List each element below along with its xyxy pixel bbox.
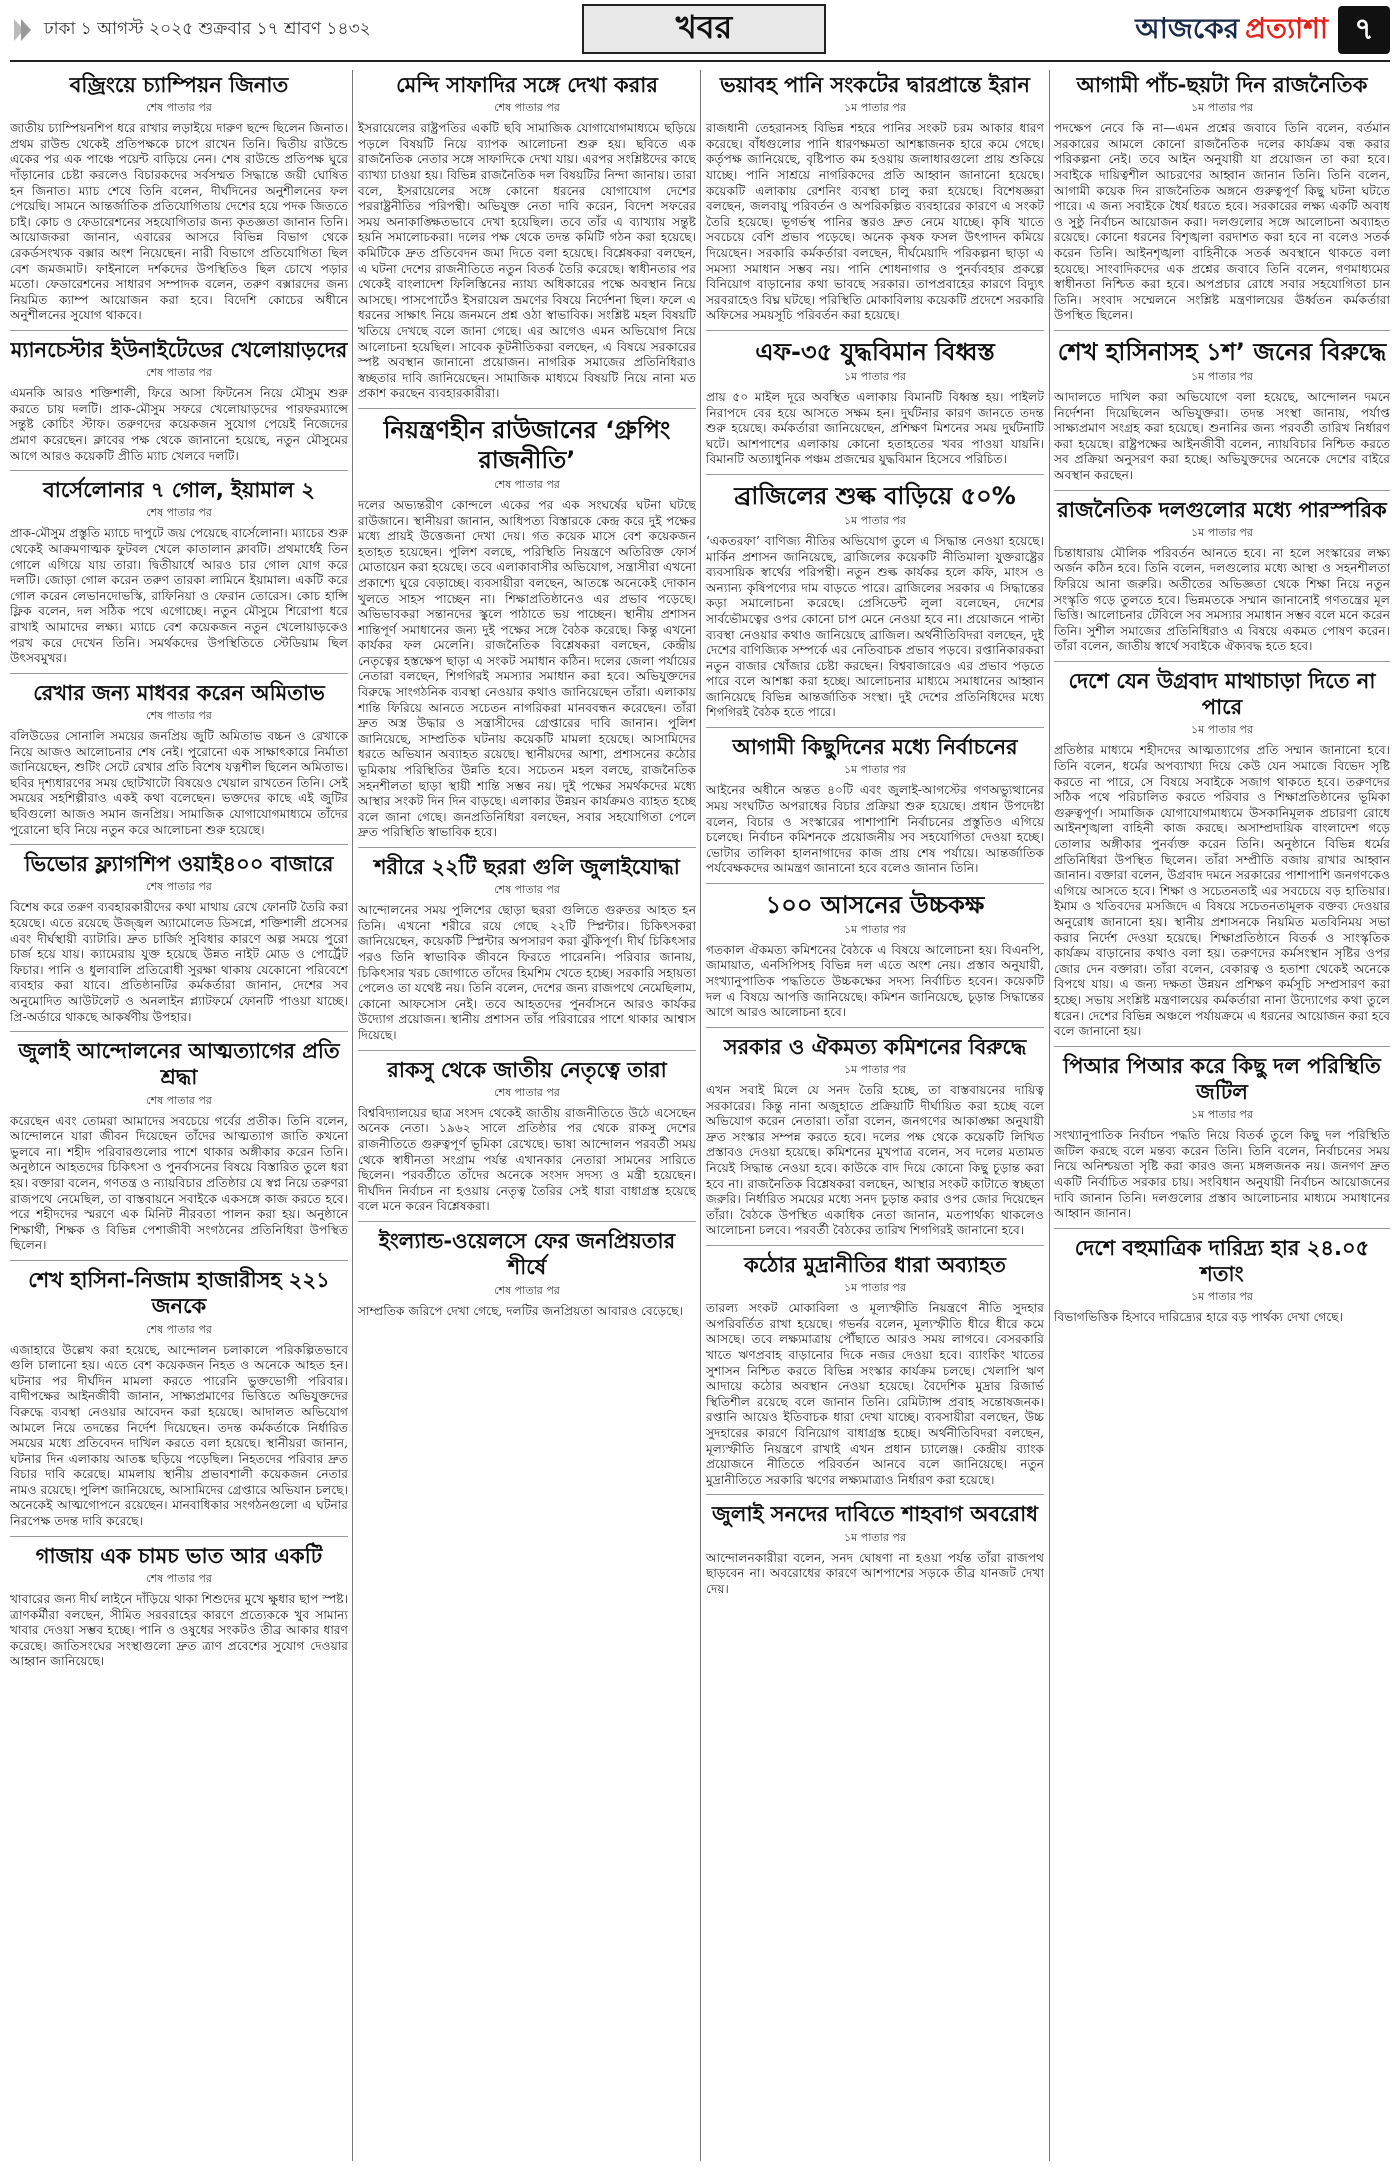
story-separator bbox=[358, 1050, 696, 1051]
news-story bbox=[1054, 495, 1390, 655]
story-jump-line: ১ম পাতার পর bbox=[844, 763, 906, 777]
story-separator bbox=[706, 1245, 1044, 1246]
brand-logo bbox=[1090, 10, 1328, 50]
story-jump-line: শেষ পাতার পর bbox=[146, 366, 212, 380]
story-body: আদালতে দাখিল করা অভিযোগে বলা হয়েছে, আন্দোলন দমনে নির্দেশনা দিয়েছিলেন অভিযুক্তরা। তদন্ত সংস্থা জানায়, পর্যাপ্ত সাক্ষ্যপ্রমাণ সংগ্রহ করা হয়েছে। শুনানির জন্য পরবর্তী তারিখ নির্ধারণ করা হয়েছে। রাষ্ট্রপক্ষের আইনজীবী বলেন, ন্যায়বিচার নিশ্চিত করতে সব প্রক্রিয়া অনুসরণ করা হচ্ছে। অভিযুক্তদের অনেকে দেশের বাইরে অবস্থান করছেন। bbox=[1054, 389, 1390, 482]
story-jump-line: শেষ পাতার পর bbox=[146, 1571, 212, 1585]
news-story bbox=[1054, 335, 1390, 484]
story-headline[interactable]: এফ-৩৫ যুদ্ধবিমান বিধ্বস্ত bbox=[755, 337, 995, 366]
story-separator bbox=[1054, 490, 1390, 491]
story-jump-line: শেষ পাতার পর bbox=[146, 709, 212, 723]
story-body: সংখ্যানুপাতিক নির্বাচন পদ্ধতি নিয়ে বিতর্ক তুলে কিছু দল পরিস্থিতি জটিল করছে বলে মন্তব্য করেন তিনি। তিনি বলেন, নির্বাচনের সময় নিয়ে অনিশ্চয়তা সৃষ্টি করা কারও জন্য মঙ্গলজনক নয়। জনগণ দ্রুত একটি নির্বাচিত সরকার চায়। সংবিধান অনুযায়ী নির্বাচন আয়োজনের দাবি জানান তিনি। দলগুলোর প্রস্তাব আলোচনার মাধ্যমে সমাধানের আহ্বান জানান। bbox=[1054, 1128, 1390, 1221]
story-jump-line: ১ম পাতার পর bbox=[844, 513, 906, 527]
story-separator bbox=[706, 1027, 1044, 1028]
story-separator bbox=[706, 1494, 1044, 1495]
brand-logo-part-1: আজকের bbox=[1135, 11, 1240, 45]
story-separator bbox=[1054, 1228, 1390, 1229]
story-headline[interactable]: ম্যানচেস্টার ইউনাইটেডের খেলোয়াড়দের bbox=[10, 337, 348, 362]
story-jump-line: ১ম পাতার পর bbox=[844, 101, 906, 115]
news-story bbox=[1054, 1233, 1390, 1326]
story-jump-line: ১ম পাতার পর bbox=[1191, 723, 1253, 737]
story-separator bbox=[10, 844, 348, 845]
story-body: বিশেষ করে তরুণ ব্যবহারকারীদের কথা মাথায় রেখে ফোনটি তৈরি করা হয়েছে। এতে রয়েছে উজ্জ্বল অ্যামোলেড ডিসপ্লে, শক্তিশালী প্রসেসর এবং দীর্ঘস্থায়ী ব্যাটারি। দ্রুত চার্জিং সুবিধার কারণে অল্প সময়ে পুরো চার্জ হয়ে যায়। ক্যামেরায় যুক্ত হয়েছে উন্নত নাইট মোড ও পোর্ট্রেট ফিচার। পানি ও ধুলাবালি প্রতিরোধী সুরক্ষা থাকায় যেকোনো পরিবেশে ব্যবহার করা যাবে। প্রতিষ্ঠানটির কর্মকর্তারা জানান, দেশের সব অনুমোদিত আউটলেট ও অনলাইন প্ল্যাটফর্মে ফোনটি পাওয়া যাচ্ছে। প্রি-অর্ডারে থাকছে আকর্ষণীয় উপহার। bbox=[10, 900, 348, 1024]
story-body: জাতীয় চ্যাম্পিয়নশিপ ধরে রাখার লড়াইয়ে দারুণ ছন্দে ছিলেন জিনাত। প্রথম রাউন্ড থেকেই প্রতিপক্ষকে চাপে রাখেন তিনি। দ্বিতীয় রাউন্ডে একের পর এক পাঞ্চে পয়েন্ট বাড়িয়ে নেন। শেষ রাউন্ডে প্রতিপক্ষ ঘুরে দাঁড়ানোর চেষ্টা করলেও বিচারকদের সর্বসম্মত সিদ্ধান্তে জয়ী ঘোষিত হন জিনাত। ম্যাচ শেষে তিনি বলেন, দীর্ঘদিনের অনুশীলনের ফল পেয়েছি। সামনে আন্তর্জাতিক প্রতিযোগিতায় দেশের হয়ে পদক জিততে চাই। কোচ ও ফেডারেশনের সহযোগিতার জন্য কৃতজ্ঞতা জানান তিনি। আয়োজকরা জানান, এবারের আসরে বিভিন্ন বিভাগ থেকে রেকর্ডসংখ্যক বক্সার অংশ নিয়েছেন। নারী বিভাগে প্রতিযোগিতা ছিল বেশ জমজমাট। ফাইনালে দর্শকদের উপস্থিতিও ছিল চোখে পড়ার মতো। ফেডারেশনের সাধারণ সম্পাদক বলেন, তরুণ বক্সারদের জন্য নিয়মিত ক্যাম্প আয়োজন করা হবে। বিদেশি কোচের অধীনে অনুশীলনের সুযোগ থাকবে। bbox=[10, 121, 348, 323]
news-story bbox=[10, 475, 348, 667]
story-headline[interactable]: সরকার ও ঐকমত্য কমিশনের বিরুদ্ধে bbox=[723, 1034, 1027, 1059]
story-body: বলিউডের সোনালি সময়ের জনপ্রিয় জুটি অমিতাভ বচ্চন ও রেখাকে নিয়ে আজও আলোচনার শেষ নেই। পুরোনো এক সাক্ষাৎকারে নির্মাতা জানিয়েছেন, শুটিং সেটে রেখার প্রতি বিশেষ যত্নশীল ছিলেন অমিতাভ। ছবির দৃশ্যধারণের সময় ছোটখাটো বিষয়েও খেয়াল রাখতেন তিনি। সেই সময়ের সহশিল্পীরাও একই কথা বলেছেন। ভক্তদের কাছে এই জুটির ছবিগুলো আজও সমান জনপ্রিয়। সামাজিক যোগাযোগমাধ্যমে তাঁদের পুরোনো ছবি নিয়ে নতুন করে আলোচনা শুরু হয়েছে। bbox=[10, 729, 348, 837]
news-story bbox=[706, 479, 1044, 721]
story-headline[interactable]: দেশে বহুমাত্রিক দারিদ্র্য হার ২৪.০৫ শতাং bbox=[1074, 1235, 1370, 1287]
story-headline[interactable]: দেশে যেন উগ্রবাদ মাথাচাড়া দিতে না পারে bbox=[1068, 668, 1376, 720]
story-jump-line: শেষ পাতার পর bbox=[146, 101, 212, 115]
story-headline[interactable]: ইংল্যান্ড-ওয়েলসে ফের জনপ্রিয়তার শীর্ষে bbox=[378, 1229, 676, 1280]
story-separator bbox=[10, 330, 348, 331]
column-4 bbox=[1054, 70, 1390, 2161]
story-headline[interactable]: কঠোর মুদ্রানীতির ধারা অব্যাহত bbox=[744, 1253, 1006, 1278]
story-body: প্রতিষ্ঠার মাধ্যমে শহীদদের আত্মত্যাগের প্রতি সম্মান জানানো হবে। তিনি বলেন, ধর্মের অপব্যাখ্যা দিয়ে কেউ যেন সমাজে বিভেদ সৃষ্টি করতে না পারে, সে বিষয়ে সবাইকে সজাগ থাকতে হবে। তরুণদের সঠিক পথে পরিচালিত করতে পরিবার ও শিক্ষাপ্রতিষ্ঠানের ভূমিকা গুরুত্বপূর্ণ। সামাজিক যোগাযোগমাধ্যমে উসকানিমূলক প্রচারণা রোধে আইনশৃঙ্খলা বাহিনী কাজ করছে। অসাম্প্রদায়িক বাংলাদেশ গড়ে তোলার অঙ্গীকার পুনর্ব্যক্ত করেন তিনি। অনুষ্ঠানে বিভিন্ন ধর্মের প্রতিনিধিরা উপস্থিত ছিলেন। তাঁরা সম্প্রীতি বজায় রাখার আহ্বান জানান। বক্তারা বলেন, উগ্রবাদ দমনে সরকারের পাশাপাশি জনগণকেও এগিয়ে আসতে হবে। শিক্ষা ও সচেতনতাই এর সবচেয়ে বড় হাতিয়ার। ইমাম ও খতিবদের মসজিদে এ বিষয়ে সচেতনতামূলক বক্তব্য দেওয়ার অনুরোধ জানানো হয়। স্থানীয় প্রশাসনকে নিয়মিত মতবিনিময় সভা করার নির্দেশ দেওয়া হয়েছে। শিক্ষাপ্রতিষ্ঠানে বিতর্ক ও সাংস্কৃতিক কার্যক্রম বাড়ানোর কথাও বলা হয়। তরুণদের কর্মসংস্থান সৃষ্টির ওপর জোর দেন বক্তারা। তাঁরা বলেন, বেকারত্ব ও হতাশা থেকেই অনেকে বিপথে যায়। এ জন্য দক্ষতা উন্নয়ন প্রশিক্ষণ কর্মসূচি সম্প্রসারণ করা হচ্ছে। সভায় সংশ্লিষ্ট মন্ত্রণালয়ের কর্মকর্তারা নানা উদ্যোগের কথা তুলে ধরেন। দেশের বিভিন্ন অঞ্চলে পর্যায়ক্রমে এ ধরনের আয়োজন করা হবে বলে জানানো হয়। bbox=[1054, 743, 1390, 1039]
column-2 bbox=[358, 70, 696, 2161]
story-separator bbox=[1054, 661, 1390, 662]
news-story bbox=[358, 1055, 696, 1215]
story-headline[interactable]: গাজায় এক চামচ ভাত আর একটি bbox=[35, 1543, 323, 1568]
story-jump-line: ১ম পাতার পর bbox=[844, 1063, 906, 1077]
story-body: এজাহারে উল্লেখ করা হয়েছে, আন্দোলন চলাকালে পরিকল্পিতভাবে গুলি চালানো হয়। এতে বেশ কয়েকজন নিহত ও অনেকে আহত হন। ঘটনার পর দীর্ঘদিন মামলা করতে পারেনি ভুক্তভোগী পরিবার। বাদীপক্ষের আইনজীবী জানান, সাক্ষ্যপ্রমাণের ভিত্তিতে অভিযুক্তদের বিরুদ্ধে ব্যবস্থা নেওয়ার আবেদন করা হয়েছে। আদালত অভিযোগ আমলে নিয়ে তদন্তের নির্দেশ দিয়েছেন। তদন্ত কর্মকর্তাকে নির্ধারিত সময়ের মধ্যে প্রতিবেদন দাখিল করতে বলা হয়েছে। স্থানীয়রা জানান, ঘটনার দিন এলাকায় আতঙ্ক ছড়িয়ে পড়েছিল। নিহতদের পরিবার দ্রুত বিচার দাবি করেছে। মামলায় স্থানীয় প্রভাবশালী কয়েকজন নেতার নামও রয়েছে। পুলিশ জানিয়েছে, আসামিদের গ্রেপ্তারে অভিযান চলছে। অনেকেই আত্মগোপনে রয়েছেন। মানবাধিকার সংগঠনগুলো এ ঘটনার নিরপেক্ষ তদন্ত দাবি করেছে। bbox=[10, 1342, 348, 1529]
story-body: বিশ্ববিদ্যালয়ের ছাত্র সংসদ থেকেই জাতীয় রাজনীতিতে উঠে এসেছেন অনেক নেতা। ১৯৬২ সালে প্রতিষ্ঠার পর থেকে রাকসু দেশের রাজনীতিতে গুরুত্বপূর্ণ ভূমিকা রেখেছে। ভাষা আন্দোলন পরবর্তী সময় থেকে স্বাধীনতা সংগ্রাম পর্যন্ত এখানকার নেতারা সামনের সারিতে ছিলেন। পরবর্তীতে তাঁদের অনেকে সংসদ সদস্য ও মন্ত্রী হয়েছেন। দীর্ঘদিন নির্বাচন না হওয়ায় নেতৃত্ব তৈরির সেই ধারা বাধাগ্রস্ত হয়েছে বলে মনে করেন বিশ্লেষকরা। bbox=[358, 1105, 696, 1214]
story-separator bbox=[358, 1221, 696, 1222]
masthead-left bbox=[12, 8, 371, 52]
news-story bbox=[10, 1036, 348, 1254]
story-headline[interactable]: ব্রাজিলের শুল্ক বাড়িয়ে ৫০% bbox=[734, 481, 1016, 510]
column-divider bbox=[1049, 70, 1050, 2161]
column-divider bbox=[352, 70, 353, 2161]
story-headline[interactable]: ১০০ আসনের উচ্চকক্ষ bbox=[765, 890, 985, 919]
story-body: সাম্প্রতিক জরিপে দেখা গেছে, দলটির জনপ্রিয়তা আবারও বেড়েছে। bbox=[358, 1303, 684, 1318]
story-headline[interactable]: ভিভোর ফ্ল্যাগশিপ ওয়াই৪০০ বাজারে bbox=[24, 852, 334, 877]
story-separator bbox=[1054, 330, 1390, 331]
story-headline[interactable]: আগামী পাঁচ-ছয়টা দিন রাজনৈতিক bbox=[1076, 73, 1368, 97]
story-headline[interactable]: নিয়ন্ত্রণহীন রাউজানের ‘গ্রুপিং রাজনীতি’ bbox=[383, 415, 671, 474]
news-story bbox=[706, 732, 1044, 877]
story-jump-line: ১ম পাতার পর bbox=[844, 1530, 906, 1544]
news-story bbox=[10, 335, 348, 464]
story-separator bbox=[706, 727, 1044, 728]
story-jump-line: ১ম পাতার পর bbox=[1191, 369, 1253, 383]
story-separator bbox=[10, 1260, 348, 1261]
page-arrow-icon bbox=[12, 15, 34, 45]
story-jump-line: ১ম পাতার পর bbox=[844, 1281, 906, 1295]
story-separator bbox=[706, 883, 1044, 884]
story-separator bbox=[10, 673, 348, 674]
story-body: বিভাগভিত্তিক হিসাবে দারিদ্র্যের হারে বড় পার্থক্য দেখা গেছে। bbox=[1054, 1310, 1344, 1325]
news-story bbox=[706, 1499, 1044, 1597]
story-jump-line: ১ম পাতার পর bbox=[1191, 101, 1253, 115]
news-story bbox=[10, 678, 348, 838]
story-body: আন্দোলনকারীরা বলেন, সনদ ঘোষণা না হওয়া পর্যন্ত তাঁরা রাজপথ ছাড়বেন না। অবরোধের কারণে আশপাশের সড়কে তীব্র যানজট দেখা দেয়। bbox=[706, 1550, 1044, 1596]
story-headline[interactable]: বার্সেলোনার ৭ গোল, ইয়ামাল ২ bbox=[43, 478, 315, 503]
story-headline[interactable]: জুলাই আন্দোলনের আত্মত্যাগের প্রতি শ্রদ্ধা bbox=[18, 1039, 340, 1090]
story-jump-line: শেষ পাতার পর bbox=[146, 506, 212, 520]
column-divider bbox=[700, 70, 701, 2161]
news-story bbox=[358, 852, 696, 1044]
story-jump-line: শেষ পাতার পর bbox=[146, 1093, 212, 1107]
news-story bbox=[358, 1226, 696, 1319]
story-headline[interactable]: আগামী কিছুদিনের মধ্যে নির্বাচনের bbox=[732, 735, 1018, 760]
story-body: প্রাক-মৌসুম প্রস্তুতি ম্যাচে দাপুটে জয় পেয়েছে বার্সেলোনা। ম্যাচের শুরু থেকেই আক্রমণাত্মক ফুটবল খেলে কাতালান ক্লাবটি। প্রথমার্ধেই তিন গোলে এগিয়ে যায় তারা। দ্বিতীয়ার্ধে আরও চার গোল যোগ করে দলটি। জোড়া গোল করেন তরুণ তারকা লামিনে ইয়ামাল। একটি করে গোল করেন লেভানদোভস্কি, রাফিনিয়া ও ফেরান তোরেস। কোচ হান্সি ফ্লিক বলেন, দল সঠিক পথে এগোচ্ছে। নতুন মৌসুমে শিরোপা ধরে রাখাই আমাদের লক্ষ্য। ম্যাচে বেশ কয়েকজন নতুন খেলোয়াড়কেও পরখ করে দেখেন তিনি। সমর্থকদের উপস্থিতিতে স্টেডিয়াম ছিল উৎসবমুখর। bbox=[10, 526, 348, 666]
story-separator bbox=[10, 470, 348, 471]
story-headline[interactable]: জুলাই সনদের দাবিতে শাহবাগ অবরোধ bbox=[712, 1502, 1038, 1527]
story-body: গতকাল ঐকমত্য কমিশনের বৈঠকে এ বিষয়ে আলোচনা হয়। বিএনপি, জামায়াত, এনসিপিসহ বিভিন্ন দল এতে অংশ নেয়। প্রস্তাব অনুযায়ী, সংখ্যানুপাতিক পদ্ধতিতে উচ্চকক্ষের সদস্য নির্বাচিত হবেন। কয়েকটি দল এ বিষয়ে আপত্তি জানিয়েছে। কমিশন জানিয়েছে, চূড়ান্ত সিদ্ধান্তের আগে আরও আলোচনা হবে। bbox=[706, 942, 1044, 1020]
news-story bbox=[706, 1250, 1044, 1488]
story-separator bbox=[706, 330, 1044, 331]
story-jump-line: ১ম পাতার পর bbox=[844, 922, 906, 936]
story-separator bbox=[10, 1536, 348, 1537]
story-separator bbox=[706, 474, 1044, 475]
news-story bbox=[10, 1265, 348, 1530]
story-body: রাজধানী তেহরানসহ বিভিন্ন শহরে পানির সংকট চরম আকার ধারণ করেছে। বাঁধগুলোর পানি ধারণক্ষমতা আশঙ্কাজনক হারে কমে গেছে। কর্তৃপক্ষ জানিয়েছে, বৃষ্টিপাত কম হওয়ায় জলাধারগুলো প্রায় শুকিয়ে যাচ্ছে। পানি সাশ্রয়ে নাগরিকদের প্রতি আহ্বান জানানো হয়েছে। কয়েকটি এলাকায় রেশনিং ব্যবস্থা চালু করা হয়েছে। বিশেষজ্ঞরা বলছেন, জলবায়ু পরিবর্তন ও অপরিকল্পিত ব্যবহারের কারণে এ সংকট তৈরি হয়েছে। ভূগর্ভস্থ পানির স্তরও দ্রুত নেমে যাচ্ছে। কৃষি খাতে সবচেয়ে বেশি প্রভাব পড়েছে। অনেক কৃষক ফসল উৎপাদন কমিয়ে দিয়েছেন। সরকারি কর্মকর্তারা বলছেন, দীর্ঘমেয়াদি পরিকল্পনা ছাড়া এ সমস্যা সমাধান সম্ভব নয়। পানি শোধনাগার ও পুনর্ব্যবহার প্রকল্পে বিনিয়োগ বাড়ানোর কথা ভাবছে সরকার। তাপপ্রবাহের কারণে বিদ্যুৎ সরবরাহেও বিঘ্ন ঘটছে। পরিস্থিতি মোকাবিলায় কয়েকটি প্রদেশে সরকারি অফিসের সময়সূচি পরিবর্তন করা হয়েছে। bbox=[706, 121, 1044, 323]
news-story bbox=[1054, 666, 1390, 1040]
news-story bbox=[1054, 70, 1390, 324]
story-headline[interactable]: রাজনৈতিক দলগুলোর মধ্যে পারস্পরিক bbox=[1057, 497, 1387, 522]
column-1 bbox=[10, 70, 348, 2161]
story-headline[interactable]: বজ্রিংয়ে চ্যাম্পিয়ন জিনাত bbox=[69, 73, 289, 97]
news-story bbox=[706, 888, 1044, 1021]
news-story bbox=[706, 1032, 1044, 1239]
story-jump-line: শেষ পাতার পর bbox=[146, 880, 212, 894]
story-jump-line: শেষ পাতার পর bbox=[494, 101, 560, 115]
story-jump-line: শেষ পাতার পর bbox=[494, 1283, 560, 1297]
news-story bbox=[358, 70, 696, 402]
issue-date: ঢাকা ১ আগস্ট ২০২৫ শুক্রবার ১৭ শ্রাবণ ১৪৩২ bbox=[44, 19, 371, 39]
story-body: তারল্য সংকট মোকাবিলা ও মূল্যস্ফীতি নিয়ন্ত্রণে নীতি সুদহার অপরিবর্তিত রাখা হয়েছে। গভর্নর বলেন, মূল্যস্ফীতি ধীরে ধীরে কমে আসছে। তবে লক্ষ্যমাত্রায় পৌঁছাতে আরও সময় লাগবে। বেসরকারি খাতে ঋণপ্রবাহ বাড়ানোর দিকে নজর দেওয়া হবে। ব্যাংকিং খাতের সুশাসন নিশ্চিত করতে বিভিন্ন সংস্কার কার্যক্রম চলছে। খেলাপি ঋণ আদায়ে কঠোর অবস্থান নেওয়া হয়েছে। বৈদেশিক মুদ্রার রিজার্ভ স্থিতিশীল রয়েছে বলে জানান তিনি। রেমিট্যান্স প্রবাহ সন্তোষজনক। রপ্তানি আয়েও ইতিবাচক ধারা দেখা যাচ্ছে। ব্যবসায়ীরা বলছেন, উচ্চ সুদহারের কারণে বিনিয়োগ বাধাগ্রস্ত হচ্ছে। অর্থনীতিবিদরা বলছেন, মূল্যস্ফীতি নিয়ন্ত্রণে রাখাই এখন প্রধান চ্যালেঞ্জ। কেন্দ্রীয় ব্যাংক প্রয়োজনে নীতিতে পরিবর্তন আনবে বলে জানিয়েছে। নতুন মুদ্রানীতিতে সরকারি ঋণের লক্ষ্যমাত্রাও নির্ধারণ করা হয়েছে। bbox=[706, 1301, 1044, 1487]
story-jump-line: শেষ পাতার পর bbox=[146, 1322, 212, 1336]
story-separator bbox=[358, 408, 696, 409]
brand-logo-part-2: প্রত্যাশা bbox=[1245, 11, 1328, 45]
story-headline[interactable]: মেন্দি সাফাদির সঙ্গে দেখা করার bbox=[396, 73, 658, 97]
story-headline[interactable]: শরীরে ২২টি ছররা গুলি জুলাইযোদ্ধা bbox=[374, 855, 680, 879]
masthead bbox=[0, 0, 1400, 64]
news-story bbox=[1054, 1051, 1390, 1222]
story-separator bbox=[10, 1031, 348, 1032]
story-body: ‘একতরফা’ বাণিজ্য নীতির অভিযোগ তুলে এ সিদ্ধান্ত নেওয়া হয়েছে। মার্কিন প্রশাসন জানিয়েছে, ব্রাজিলের কয়েকটি নীতিমালা যুক্তরাষ্ট্রের ব্যবসায়িক স্বার্থের পরিপন্থী। নতুন শুল্ক কার্যকর হলে কফি, মাংস ও অন্যান্য কৃষিপণ্যের দাম বাড়তে পারে। ব্রাজিলের সরকার এ সিদ্ধান্তের কড়া সমালোচনা করেছে। প্রেসিডেন্ট লুলা বলেছেন, দেশের সার্বভৌমত্বের ওপর কোনো চাপ মেনে নেওয়া হবে না। প্রয়োজনে পাল্টা ব্যবস্থা নেওয়ার কথাও জানিয়েছে ব্রাজিল। অর্থনীতিবিদরা বলছেন, দুই দেশের বাণিজ্যিক সম্পর্কে এর নেতিবাচক প্রভাব পড়বে। রপ্তানিকারকরা নতুন বাজার খোঁজার চেষ্টা করছেন। বিশ্ববাজারেও এর প্রভাব পড়তে পারে বলে আশঙ্কা করা হচ্ছে। আলোচনার মাধ্যমে সমাধানের আহ্বান জানিয়েছে বিভিন্ন আন্তর্জাতিক সংস্থা। দুই দেশের প্রতিনিধিদের মধ্যে শিগগিরই বৈঠক হতে পারে। bbox=[706, 533, 1044, 720]
story-jump-line: শেষ পাতার পর bbox=[494, 883, 560, 897]
story-body: খাবারের জন্য দীর্ঘ লাইনে দাঁড়িয়ে থাকা শিশুদের মুখে ক্ষুধার ছাপ স্পষ্ট। ত্রাণকর্মীরা বলছেন, সীমিত সরবরাহের কারণে প্রত্যেককে খুব সামান্য খাবার দেওয়া সম্ভব হচ্ছে। পানি ও ওষুধের সংকটও তীব্র আকার ধারণ করেছে। জাতিসংঘের সংস্থাগুলো দ্রুত ত্রাণ প্রবেশের সুযোগ দেওয়ার আহ্বান জানিয়েছে। bbox=[10, 1591, 348, 1669]
news-story bbox=[10, 70, 348, 324]
news-story bbox=[706, 335, 1044, 468]
story-headline[interactable]: শেখ হাসিনাসহ ১শ’ জনের বিরুদ্ধে bbox=[1057, 337, 1387, 366]
section-title: খবর bbox=[582, 4, 826, 54]
story-body: প্রায় ৫০ মাইল দূরে অবস্থিত এলাকায় বিমানটি বিধ্বস্ত হয়। পাইলট নিরাপদে বের হয়ে আসতে সক্ষম হন। দুর্ঘটনার কারণ জানতে তদন্ত শুরু হয়েছে। কর্মকর্তারা জানিয়েছেন, প্রশিক্ষণ মিশনের সময় দুর্ঘটনাটি ঘটে। আশপাশের এলাকায় কোনো হতাহতের খবর পাওয়া যায়নি। বিমানটি অত্যাধুনিক পঞ্চম প্রজন্মের যুদ্ধবিমান হিসেবে পরিচিত। bbox=[706, 389, 1044, 467]
story-separator bbox=[358, 847, 696, 848]
news-story bbox=[706, 70, 1044, 324]
story-separator bbox=[1054, 1046, 1390, 1047]
news-story bbox=[10, 1541, 348, 1670]
story-body: পদক্ষেপ নেবে কি না—এমন প্রশ্নের জবাবে তিনি বলেন, বর্তমান সরকারের আমলে কোনো রাজনৈতিক দলের কার্যক্রম বন্ধ করার পরিকল্পনা নেই। তবে আইন অনুযায়ী যা প্রয়োজন তা করা হবে। সবাইকে দায়িত্বশীল আচরণের আহ্বান জানান তিনি। তিনি বলেন, আগামী কয়েক দিন রাজনৈতিক অঙ্গনে গুরুত্বপূর্ণ কিছু ঘটনা ঘটতে পারে। এ জন্য সবাইকে ধৈর্য ধরতে হবে। সরকারের লক্ষ্য একটি অবাধ ও সুষ্ঠু নির্বাচন আয়োজন করা। দলগুলোর সঙ্গে আলোচনা অব্যাহত রয়েছে। কোনো ধরনের বিশৃঙ্খলা বরদাশত করা হবে না বলেও সতর্ক করেন তিনি। আইনশৃঙ্খলা বাহিনীকে সতর্ক অবস্থানে থাকতে বলা হয়েছে। সাংবাদিকদের এক প্রশ্নের জবাবে তিনি বলেন, গণমাধ্যমের স্বাধীনতা নিশ্চিত করা হবে। অপপ্রচার রোধে সবার সহযোগিতা চান তিনি। সংবাদ সম্মেলনে সংশ্লিষ্ট মন্ত্রণালয়ের ঊর্ধ্বতন কর্মকর্তারা উপস্থিত ছিলেন। bbox=[1054, 121, 1390, 323]
story-headline[interactable]: রাকসু থেকে জাতীয় নেতৃত্বে তারা bbox=[387, 1057, 667, 1082]
story-jump-line: শেষ পাতার পর bbox=[494, 1085, 560, 1099]
story-body: এমনকি আরও শক্তিশালী, ফিরে আসা ফিটনেস নিয়ে মৌসুম শুরু করতে চায় দলটি। প্রাক-মৌসুম সফরে খেলোয়াড়দের পারফরম্যান্সে সন্তুষ্ট কোচিং স্টাফ। তরুণদের কয়েকজন সুযোগ পেয়েই নিজেদের প্রমাণ করেছেন। ক্লাবের পক্ষ থেকে জানানো হয়েছে, নতুন মৌসুমের আগে আরও কয়েকটি প্রীতি ম্যাচ খেলবে দলটি। bbox=[10, 386, 348, 463]
story-headline[interactable]: পিআর পিআর করে কিছু দল পরিস্থিতি জটিল bbox=[1063, 1053, 1381, 1104]
story-body: এখন সবাই মিলে যে সনদ তৈরি হচ্ছে, তা বাস্তবায়নের দায়িত্ব সরকারের। কিন্তু নানা অজুহাতে প্রক্রিয়াটি দীর্ঘায়িত করা হচ্ছে বলে অভিযোগ করেন নেতারা। তাঁরা বলেন, জনগণের আকাঙ্ক্ষা অনুযায়ী দ্রুত সংস্কার সম্পন্ন করতে হবে। দলের পক্ষ থেকে কয়েকটি লিখিত প্রস্তাবও দেওয়া হয়েছে। কমিশনের মুখপাত্র বলেন, সব দলের মতামত নিয়েই সিদ্ধান্ত নেওয়া হবে। কাউকে বাদ দিয়ে কোনো কিছু চূড়ান্ত করা হবে না। রাজনৈতিক বিশ্লেষকরা বলছেন, আস্থার সংকট কাটাতে স্বচ্ছতা জরুরি। নির্ধারিত সময়ের মধ্যে সনদ চূড়ান্ত করার ওপর জোর দিয়েছেন তাঁরা। বৈঠকে উপস্থিত একাধিক নেতা জানান, মতপার্থক্য থাকলেও আলোচনা চলবে। পরবর্তী বৈঠকের তারিখ শিগগিরই জানানো হবে। bbox=[706, 1083, 1044, 1238]
story-headline[interactable]: রেখার জন্য মাধবর করেন অমিতাভ bbox=[33, 680, 325, 705]
story-jump-line: শেষ পাতার পর bbox=[494, 477, 560, 491]
story-headline[interactable]: ভয়াবহ পানি সংকটের দ্বারপ্রান্তে ইরান bbox=[720, 73, 1030, 97]
story-jump-line: ১ম পাতার পর bbox=[844, 369, 906, 383]
story-body: ইসরায়েলের রাষ্ট্রপতির একটি ছবি সামাজিক যোগাযোগমাধ্যমে ছড়িয়ে পড়লে বিষয়টি নিয়ে ব্যাপক আলোচনা শুরু হয়। ছবিতে এক রাজনৈতিক নেতার সঙ্গে সাফাদিকে দেখা যায়। এরপর সংশ্লিষ্টদের কাছে ব্যাখ্যা চাওয়া হয়। বিভিন্ন রাজনৈতিক দল বিষয়টির নিন্দা জানায়। তারা বলে, ইসরায়েলের সঙ্গে কোনো ধরনের যোগাযোগ দেশের পররাষ্ট্রনীতির পরিপন্থী। অভিযুক্ত নেতা দাবি করেন, বিদেশ সফরের সময় অনাকাঙ্ক্ষিতভাবে দেখা হয়েছিল। তবে তাঁর এ ব্যাখ্যায় সন্তুষ্ট হয়নি সমালোচকরা। দলের পক্ষ থেকে তদন্ত কমিটি গঠন করা হয়েছে। কমিটিকে দ্রুত প্রতিবেদন জমা দিতে বলা হয়েছে। বিশ্লেষকরা বলছেন, এ ঘটনা দেশের রাজনীতিতে নতুন বিতর্ক তৈরি করেছে। স্বাধীনতার পর থেকেই বাংলাদেশ ফিলিস্তিনের ন্যায্য অধিকারের পক্ষে অবস্থান নিয়ে আসছে। পাসপোর্টেও ইসরায়েল ভ্রমণের বিষয়ে নির্দেশনা ছিল। ফলে এ ধরনের সাক্ষাৎ নিয়ে জনমনে প্রশ্ন ওঠা স্বাভাবিক। সংশ্লিষ্ট মহল বিষয়টি খতিয়ে দেখছে বলে জানা গেছে। এর আগেও এমন অভিযোগ নিয়ে আলোচনা হয়েছিল। সাবেক কূটনীতিকরা বলছেন, এ বিষয়ে সরকারের স্পষ্ট অবস্থান জানানো প্রয়োজন। নাগরিক সমাজের প্রতিনিধিরাও স্বচ্ছতার দাবি জানিয়েছেন। সামাজিক মাধ্যমে বিষয়টি নিয়ে নানা মত প্রকাশ করছেন ব্যবহারকারীরা। bbox=[358, 121, 696, 401]
news-story bbox=[10, 849, 348, 1025]
story-body: আইনের অধীনে অন্তত ৪০টি এবং জুলাই-আগস্টের গণঅভ্যুত্থানের সময় সংঘটিত অপরাধের বিচার প্রক্রিয়া শুরু হয়েছে। প্রধান উপদেষ্টা বলেন, বিচার ও সংস্কারের পাশাপাশি নির্বাচনের প্রস্তুতিও এগিয়ে চলেছে। নির্বাচন কমিশনকে প্রয়োজনীয় সব সহযোগিতা দেওয়া হচ্ছে। ভোটার তালিকা হালনাগাদের কাজ প্রায় শেষ পর্যায়ে। আন্তর্জাতিক পর্যবেক্ষকদের আমন্ত্রণ জানানো হবে বলেও জানান তিনি। bbox=[706, 783, 1044, 876]
story-headline[interactable]: শেখ হাসিনা-নিজাম হাজারীসহ ২২১ জনকে bbox=[28, 1268, 330, 1319]
story-body: আন্দোলনের সময় পুলিশের ছোড়া ছররা গুলিতে গুরুতর আহত হন তিনি। এখনো শরীরে রয়ে গেছে ২২টি স্প্লিন্টার। চিকিৎসকরা জানিয়েছেন, কয়েকটি স্প্লিন্টার অপসারণ করা ঝুঁকিপূর্ণ। দীর্ঘ চিকিৎসার পরও তিনি স্বাভাবিক জীবনে ফিরতে পারেননি। পরিবার জানায়, চিকিৎসার খরচ জোগাতে তাঁদের হিমশিম খেতে হচ্ছে। সরকারি সহায়তা পেলেও তা যথেষ্ট নয়। তিনি বলেন, দেশের জন্য রাজপথে নেমেছিলাম, কোনো আফসোস নেই। তবে আহতদের পুনর্বাসনে আরও কার্যকর উদ্যোগ প্রয়োজন। স্থানীয় প্রশাসন তাঁর পরিবারের পাশে থাকার আশ্বাস দিয়েছে। bbox=[358, 903, 696, 1042]
column-3 bbox=[706, 70, 1044, 2161]
masthead-rule bbox=[10, 60, 1390, 62]
news-story bbox=[358, 413, 696, 841]
story-jump-line: ১ম পাতার পর bbox=[1191, 525, 1253, 539]
story-body: দলের অভ্যন্তরীণ কোন্দলে একের পর এক সংঘর্ষের ঘটনা ঘটছে রাউজানে। স্থানীয়রা জানান, আধিপত্য বিস্তারকে কেন্দ্র করে দুই পক্ষের মধ্যে প্রায়ই উত্তেজনা দেখা দেয়। গত কয়েক মাসে বেশ কয়েকজন হতাহত হয়েছেন। পুলিশ বলছে, পরিস্থিতি নিয়ন্ত্রণে অতিরিক্ত ফোর্স মোতায়েন করা হয়েছে। তবে এলাকাবাসীর অভিযোগ, সন্ত্রাসীরা এখনো প্রকাশ্যে ঘুরে বেড়াচ্ছে। ব্যবসায়ীরা বলছেন, আতঙ্কে অনেকেই দোকান খুলতে সাহস পাচ্ছেন না। শিক্ষাপ্রতিষ্ঠানেও এর প্রভাব পড়েছে। অভিভাবকরা সন্তানদের স্কুলে পাঠাতে ভয় পাচ্ছেন। স্থানীয় প্রশাসন শান্তিপূর্ণ সমাধানের জন্য দুই পক্ষের সঙ্গে বৈঠক করেছে। কিন্তু এখনো কার্যকর ফল মেলেনি। রাজনৈতিক বিশ্লেষকরা বলছেন, কেন্দ্রীয় নেতৃত্বের হস্তক্ষেপ ছাড়া এ সংকট সমাধান কঠিন। দলের জেলা পর্যায়ের নেতারা বলছেন, শিগগিরই সমস্যার সমাধান করা হবে। অভিযুক্তদের বিরুদ্ধে সাংগঠনিক ব্যবস্থা নেওয়ার কথাও জানিয়েছেন তাঁরা। এলাকায় শান্তি ফিরিয়ে আনতে সচেতন নাগরিকরা মানববন্ধন করেছেন। তাঁরা দ্রুত অস্ত্র উদ্ধার ও সন্ত্রাসীদের গ্রেপ্তারের দাবি জানান। পুলিশ জানিয়েছে, সাম্প্রতিক ঘটনায় কয়েকটি মামলা হয়েছে। আসামিদের ধরতে অভিযান অব্যাহত রয়েছে। স্থানীয়দের আশা, প্রশাসনের কঠোর ভূমিকায় পরিস্থিতির উন্নতি হবে। সচেতন মহল বলছে, রাজনৈতিক সহনশীলতা ছাড়া স্থায়ী শান্তি সম্ভব নয়। দুই পক্ষের সমর্থকদের মধ্যে আস্থার সংকট দিন দিন বাড়ছে। এলাকার উন্নয়ন কার্যক্রমও ব্যাহত হচ্ছে বলে জানা গেছে। জনপ্রতিনিধিরা বলছেন, সবার সহযোগিতা পেলে দ্রুত পরিস্থিতি স্বাভাবিক হবে। bbox=[358, 497, 696, 840]
story-body: করেছেন এবং তোমরা আমাদের সবচেয়ে গর্বের প্রতীক। তিনি বলেন, আন্দোলনে যারা জীবন দিয়েছেন তাঁদের আত্মত্যাগ জাতি কখনো ভুলবে না। শহীদ পরিবারগুলোর পাশে থাকার অঙ্গীকার করেন তিনি। অনুষ্ঠানে আহতদের চিকিৎসা ও পুনর্বাসনের বিষয়ে বিস্তারিত তুলে ধরা হয়। বক্তারা বলেন, গণতন্ত্র ও ন্যায়বিচার প্রতিষ্ঠার যে স্বপ্ন নিয়ে তরুণরা রাজপথে নেমেছিল, তা বাস্তবায়নে সবাইকে একসঙ্গে কাজ করতে হবে। পরে শহীদদের স্মরণে এক মিনিট নীরবতা পালন করা হয়। অনুষ্ঠানে শিক্ষার্থী, শিক্ষক ও বিভিন্ন পেশাজীবী সংগঠনের প্রতিনিধিরা উপস্থিত ছিলেন। bbox=[10, 1113, 348, 1253]
story-jump-line: ১ম পাতার পর bbox=[1191, 1108, 1253, 1122]
story-body: চিন্তাধারায় মৌলিক পরিবর্তন আনতে হবে। না হলে সংস্কারের লক্ষ্য অর্জন কঠিন হবে। তিনি বলেন, দলগুলোর মধ্যে আস্থা ও সহনশীলতা ফিরিয়ে আনা জরুরি। অতীতের অভিজ্ঞতা থেকে শিক্ষা নিয়ে নতুন সংস্কৃতি গড়ে তুলতে হবে। ভিন্নমতকে সম্মান জানানোই গণতন্ত্রের মূল ভিত্তি। আলোচনার টেবিলে সব সমস্যার সমাধান সম্ভব বলে মনে করেন তিনি। সুশীল সমাজের প্রতিনিধিরাও এ বিষয়ে একমত পোষণ করেন। তাঁরা বলেন, জাতীয় স্বার্থে সবাইকে ঐক্যবদ্ধ হতে হবে। bbox=[1054, 545, 1390, 654]
story-jump-line: ১ম পাতার পর bbox=[1191, 1290, 1253, 1304]
page-number: ৭ bbox=[1338, 6, 1390, 54]
